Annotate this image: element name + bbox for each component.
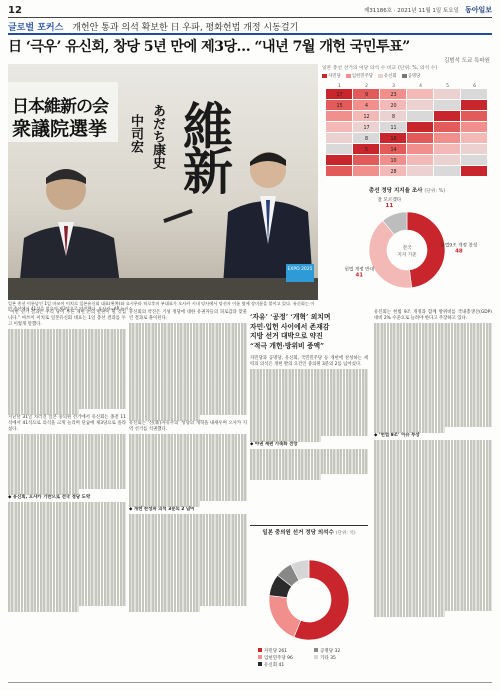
seat-donut-chart: [250, 525, 368, 675]
text-line: [374, 427, 445, 433]
candidate-name-2: あだち康史: [150, 104, 165, 169]
subheading: ◆ ‘헌법 9조’ 이슈 부상: [374, 432, 420, 438]
cell-value: 11: [390, 126, 397, 131]
table-cell: [434, 133, 460, 143]
cell-value: 5: [364, 148, 369, 153]
legend-swatch: [314, 655, 318, 659]
slice-value: 48: [455, 248, 463, 255]
cell-value: 23: [390, 93, 397, 98]
banner-text-2: 衆議院選挙: [12, 118, 108, 140]
donut-center-label: 전국: [402, 246, 412, 251]
table-cell: [434, 155, 460, 165]
table-cell: [353, 166, 379, 176]
legend-label: 유신회 41: [264, 663, 285, 668]
chart1-unit: (단위: %, 의석 수): [397, 66, 438, 71]
table-cell: [461, 122, 487, 132]
table-cell: [461, 166, 487, 176]
cell-value: 15: [336, 104, 343, 109]
text-line: [8, 409, 79, 415]
column-header: 4: [419, 84, 422, 89]
cell-value: 20: [390, 104, 397, 109]
text-line: [8, 606, 79, 612]
section-rule: [8, 33, 492, 35]
page-footer-rule: [8, 682, 492, 683]
expo-badge: EXPO 2025: [286, 264, 314, 282]
table-cell: [407, 133, 433, 143]
chart1-title: 일본 총선 선거의 여당 의석 수 비교 (단위: %, 의석 수): [322, 66, 438, 71]
cell-value: 4: [364, 104, 369, 109]
legend-label: 입헌민주당 96: [264, 656, 293, 661]
table-cell: [407, 155, 433, 165]
table-cell: [461, 155, 487, 165]
legend-swatch: [258, 648, 262, 652]
table-cell: [434, 89, 460, 99]
news-photo: [8, 64, 318, 300]
table-cell: [326, 155, 352, 165]
table-cell: [407, 89, 433, 99]
table-cell: [434, 111, 460, 121]
table-cell: [326, 144, 352, 154]
article-column-4: [374, 310, 492, 617]
chart1-legend: [322, 73, 492, 79]
paragraph: “이번 선거 결과는 우리 당이 부른 개헌 논의 발판이 될 것입니다.” 마쓰이 이치로 일본유신회 대표는 1일 총선 결과를 두고 이렇게 말했다.: [8, 310, 126, 328]
cell-value: 18: [390, 137, 397, 142]
legend-item: 자민당: [322, 73, 341, 79]
table-cell: [434, 122, 460, 132]
legend-label: 공명당 32: [320, 649, 341, 654]
pie-slice: [407, 212, 445, 288]
table-cell: [407, 144, 433, 154]
article-headline: 日 ‘극우’ 유신회, 창당 5년 만에 제3당… “내년 7월 개헌 국민투표”: [8, 39, 410, 55]
table-cell: [461, 133, 487, 143]
legend-item: 입헌민주당: [346, 73, 373, 79]
slice-label: 헌법 개정 반대: [344, 267, 375, 273]
table-cell: [407, 166, 433, 176]
slogan-text: 維新: [183, 97, 233, 201]
article-column-2: [129, 310, 247, 612]
subheading: ◆ 야권 재편 가속화 전망: [250, 442, 298, 448]
table-cell: [461, 144, 487, 154]
paragraph: 유신회는 ‘신(新)자유주의’ 성향의 개혁을 내세우며 오사카 지역 선거를 석권했다.: [129, 420, 247, 432]
microphone: [163, 209, 193, 223]
paragraph: 유신회는 헌법 9조 개정과 함께 방위비를 국내총생산(GDP) 대비 2% 수준으로 늘려야 한다고 주장하고 있다.: [374, 310, 492, 322]
legend-swatch: [258, 662, 262, 666]
legend-swatch: [258, 655, 262, 659]
cell-value: 17: [336, 93, 343, 98]
chart3-svg: [250, 536, 368, 674]
table-cell: [461, 111, 487, 121]
article-column-1: [8, 310, 126, 612]
text-line: [8, 489, 79, 495]
section-label: 글로벌 포커스: [8, 23, 64, 33]
legend-label: 기타 35: [320, 656, 336, 661]
cell-value: 8: [364, 137, 369, 142]
column-header: 5: [446, 84, 449, 89]
legend-item: 유신회: [378, 73, 397, 79]
column-header: 1: [338, 84, 341, 89]
table-cell: [326, 111, 352, 121]
table-cell: [407, 111, 433, 121]
legend-swatch: [314, 648, 318, 652]
table-cell: [461, 89, 487, 99]
text-line: [374, 611, 445, 617]
chart3-title: 일본 중의원 선거 정당 의석수 (단위: 석): [262, 530, 356, 536]
lede-box: ‘자유’ ‘공정’ ‘개혁’ 외치며 자민·입헌 사이에서 존재감 지방 선거 대박으로 약진 “적극 개헌·방위비 증액”: [250, 313, 331, 350]
cell-value: 17: [363, 126, 370, 131]
chart2-title: 총선 정당 지지율 조사 (단위: %): [368, 188, 446, 194]
column-header: 2: [365, 84, 368, 89]
text-line: [129, 415, 200, 421]
section-header: [8, 20, 298, 33]
slice-label: 잘 모르겠다: [377, 198, 402, 204]
text-line: [250, 474, 321, 480]
header-rule: [8, 17, 492, 18]
party-banner: [8, 82, 118, 142]
page-number: 12: [8, 4, 22, 16]
seat-comparison-chart: [322, 64, 492, 184]
paragraph: 자민당과 공명당, 유신회, 국민민주당 등 개헌에 찬성하는 세력의 의석은 개헌 발의 요건인 중의원 3분의 2를 넘어섰다.: [250, 356, 368, 368]
table-cell: [434, 144, 460, 154]
subheading: ◆ 개헌 찬성파 의석 3분의 2 넘어: [129, 507, 195, 512]
article-column-3: [250, 356, 368, 480]
cell-value: 10: [390, 159, 397, 164]
cell-value: 28: [390, 170, 397, 175]
table-cell: [407, 100, 433, 110]
legend-item: 공명당: [402, 73, 421, 79]
issue-meta: 제31186호 · 2021년 11월 1일 토요일: [363, 8, 459, 14]
section-kicker: 개헌안 통과 의석 확보한 日 우파, 평화헌법 개정 시동걸기: [72, 23, 299, 33]
slice-value: 11: [385, 203, 394, 210]
paragraph: 유신회의 약진은 기성 정당에 대한 유권자들의 피로감과 맞물린 결과로 풀이된다.: [129, 310, 247, 322]
photo-caption: 일본 총선 이튿날인 1일 마쓰이 이치로 일본유신회 대표(왼쪽)와 요시무라 히로후미 부대표가 오사카 시내 당사에서 당선자 이름 옆에 장미꽃을 붙이고 있다. 유신회는 이번 총선에서 41석을 얻으며 제3당으로 약진했다. 오사카=AP 뉴시스: [8, 301, 315, 311]
newspaper-brand: 동아일보: [464, 5, 492, 14]
text-line: [129, 606, 200, 612]
column-header: 3: [392, 84, 395, 89]
table-cell: [434, 100, 460, 110]
candidate-name-1: 中司宏: [128, 114, 143, 153]
text-line: [129, 501, 200, 507]
slice-value: 41: [355, 272, 364, 279]
donut-center-label: 지지 기준: [397, 253, 417, 258]
column-header: 6: [473, 84, 476, 89]
subheading: ◆ 유신회, 오사카 기반으로 전국 정당 도약: [8, 494, 91, 500]
cell-value: 14: [390, 148, 397, 153]
chart2-svg: [322, 194, 492, 302]
desk: [8, 278, 318, 300]
slice-label: 헌법9조 개정 찬성: [440, 243, 478, 249]
table-cell: [326, 133, 352, 143]
table-cell: [434, 166, 460, 176]
table-cell: [326, 122, 352, 132]
cell-value: 9: [364, 93, 369, 98]
byline: 김범석 도쿄 특파원: [443, 58, 490, 64]
table-cell: [353, 155, 379, 165]
table-cell: [461, 100, 487, 110]
banner-text-1: 日本維新の会: [12, 97, 108, 117]
legend-label: 자민당 261: [264, 649, 288, 654]
support-pie-chart: [322, 186, 492, 304]
donut-slice: [269, 596, 301, 638]
chart1-grid: [322, 81, 492, 179]
table-cell: [326, 166, 352, 176]
page-header: [8, 4, 492, 16]
cell-value: 12: [363, 115, 370, 120]
paragraph: 지난달 31일 치러진 일본 중의원 선거에서 유신회는 종전 11석에서 41석으로 의석을 크게 늘리며 단숨에 제3당으로 올라섰다.: [8, 414, 126, 432]
text-line: [250, 436, 321, 442]
table-cell: [407, 122, 433, 132]
cell-value: 8: [391, 115, 396, 120]
